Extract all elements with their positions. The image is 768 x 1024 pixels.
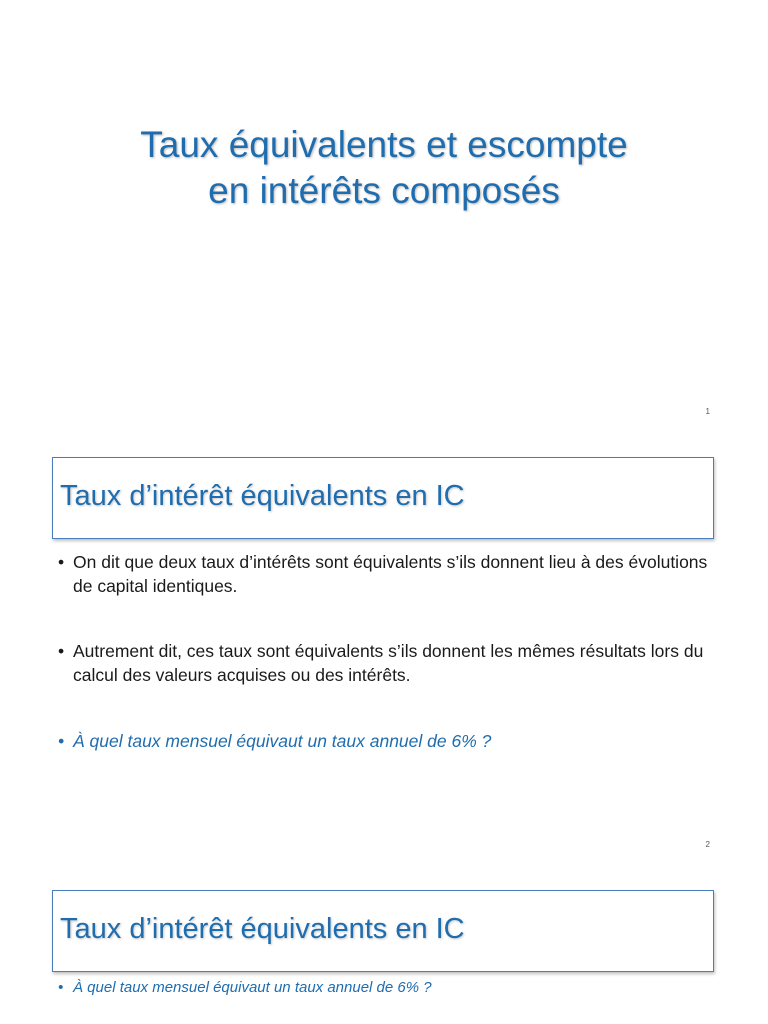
slide-heading: Taux d’intérêt équivalents en IC — [60, 480, 465, 512]
slide-heading: Taux d’intérêt équivalents en IC — [60, 913, 465, 945]
bullet-text: À quel taux mensuel équivaut un taux annuel de 6% ? — [73, 979, 432, 996]
slide-3 — [0, 860, 768, 1024]
bullet-marker: • — [58, 979, 64, 996]
bullet-marker: • — [58, 731, 65, 751]
slide-title-line-1: Taux équivalents et escompte — [140, 124, 628, 165]
list-item — [58, 550, 708, 598]
slide-title-line-2: en intérêts composés — [208, 170, 560, 211]
list-item-question — [58, 729, 708, 753]
bullet-text: À quel taux mensuel équivaut un taux annuel de 6% ? — [73, 731, 492, 751]
bullet-marker: • — [58, 641, 65, 661]
slide-1 — [0, 0, 768, 430]
list-item — [58, 639, 708, 687]
bullet-text: On dit que deux taux d’intérêts sont équivalents s’ils donnent lieu à des évolutions de capital identiques. — [73, 552, 708, 596]
slide-2 — [0, 430, 768, 860]
heading-box — [52, 890, 714, 972]
page-number: 2 — [705, 840, 710, 849]
heading-box — [52, 457, 714, 539]
list-item-question — [58, 978, 708, 998]
bullet-text: Autrement dit, ces taux sont équivalents s’ils donnent les mêmes résultats lors du calcul des valeurs acquises ou des intérêts. — [73, 641, 704, 685]
bullet-marker: • — [58, 552, 65, 572]
slide-title — [0, 122, 768, 214]
page-number: 1 — [705, 407, 710, 416]
